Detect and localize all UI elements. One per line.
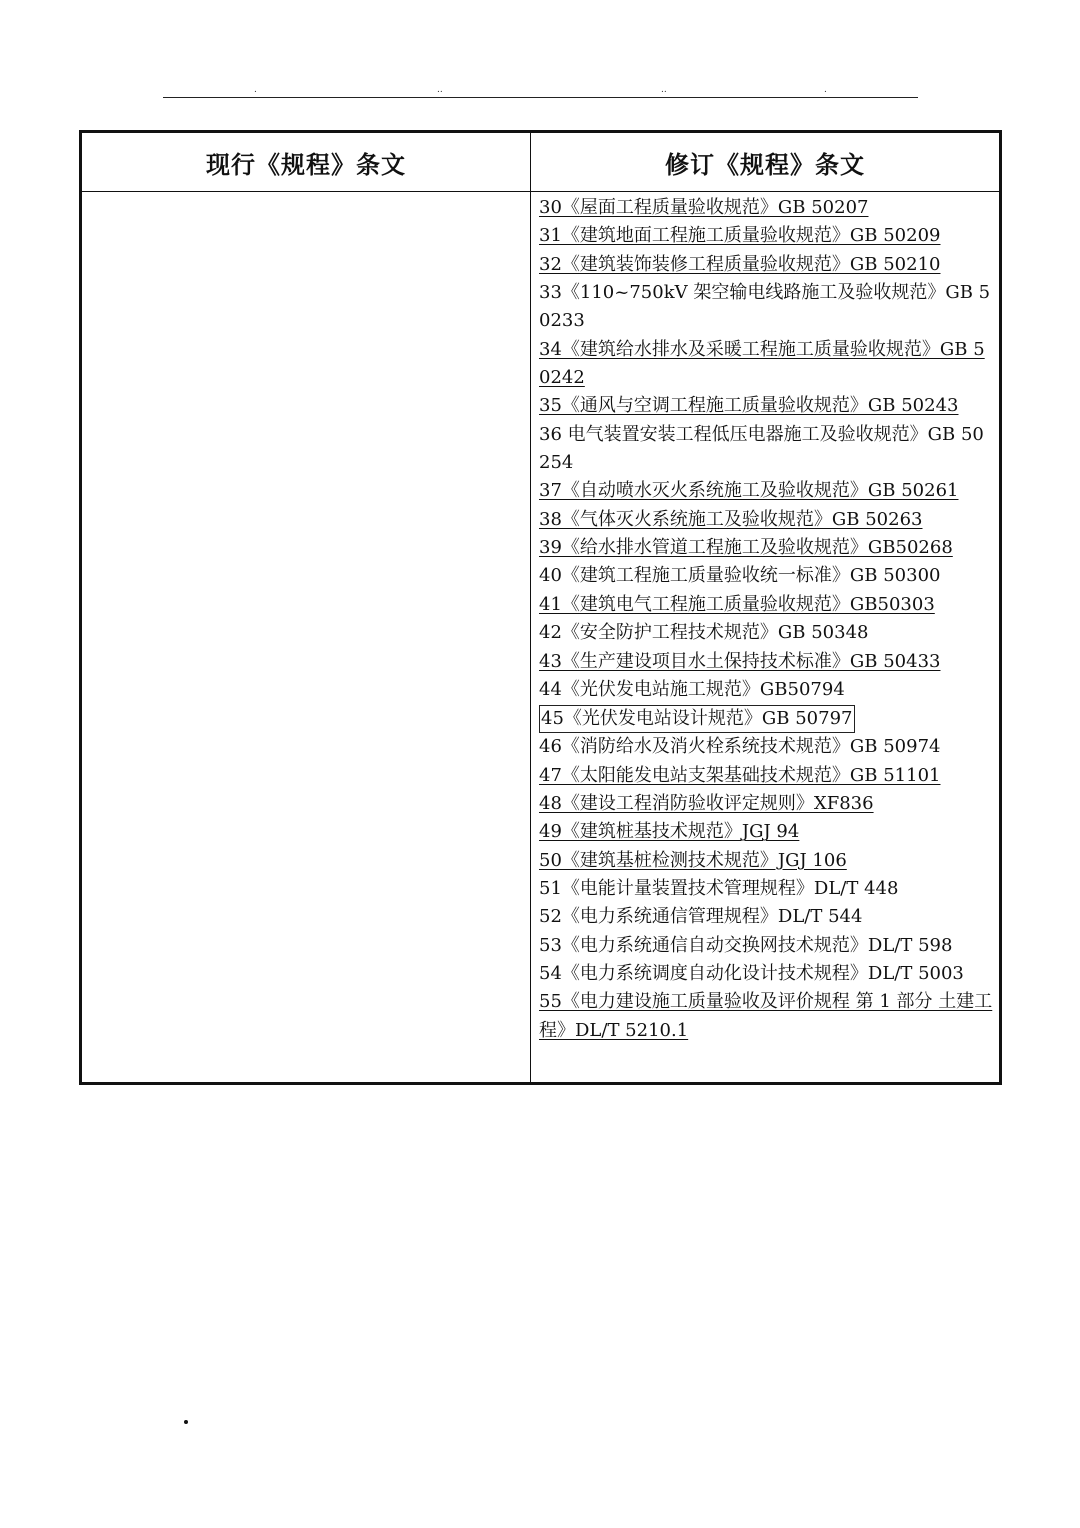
standard-reference-text: 44《光伏发电站施工规范》GB50794 xyxy=(539,678,845,700)
standard-reference-item xyxy=(539,619,995,647)
standard-reference-text: 42《安全防护工程技术规范》GB 50348 xyxy=(539,622,869,644)
standard-reference-text: 39《给水排水管道工程施工及验收规范》GB50268 xyxy=(539,537,953,559)
standard-reference-item xyxy=(539,336,995,393)
standard-reference-text: 40《建筑工程施工质量验收统一标准》GB 50300 xyxy=(539,565,941,587)
standard-reference-item xyxy=(539,704,995,733)
standard-reference-text: 51《电能计量装置技术管理规程》DL/T 448 xyxy=(539,877,899,899)
column-divider xyxy=(530,133,531,1082)
standard-reference-item xyxy=(539,251,995,279)
standard-reference-text: 34《建筑给水排水及采暖工程施工质量验收规范》GB 50242 xyxy=(539,338,985,389)
comparison-table xyxy=(79,130,1002,1085)
standard-reference-text: 33《110~750kV 架空输电线路施工及验收规范》GB 50233 xyxy=(539,282,991,332)
header-mark: . xyxy=(254,85,257,95)
standard-reference-text: 37《自动喷水灭火系统施工及验收规范》GB 50261 xyxy=(539,480,959,502)
standard-reference-item xyxy=(539,534,995,562)
standard-reference-text: 53《电力系统通信自动交换网技术规范》DL/T 598 xyxy=(539,934,953,956)
standard-reference-text: 35《通风与空调工程施工质量验收规范》GB 50243 xyxy=(539,395,959,417)
standard-reference-item xyxy=(539,932,995,960)
standard-reference-item xyxy=(539,648,995,676)
standard-reference-item xyxy=(539,477,995,505)
header-mark: .. xyxy=(661,85,667,95)
standard-reference-text: 49《建筑桩基技术规范》JGJ 94 xyxy=(539,821,800,843)
standard-reference-text: 41《建筑电气工程施工质量验收规范》GB50303 xyxy=(539,593,935,615)
standard-reference-item xyxy=(539,562,995,590)
header-row-divider xyxy=(82,191,999,192)
standard-reference-text: 36 电气装置安装工程低压电器施工及验收规范》GB 50254 xyxy=(539,423,984,474)
header-revised-clauses: 修订《规程》条文 xyxy=(665,150,865,179)
standard-reference-text: 38《气体灭火系统施工及验收规范》GB 50263 xyxy=(539,508,923,530)
standard-reference-text: 30《屋面工程质量验收规范》GB 50207 xyxy=(539,197,869,218)
standard-reference-text: 54《电力系统调度自动化设计技术规程》DL/T 5003 xyxy=(539,962,964,984)
standard-reference-item xyxy=(539,506,995,534)
standard-reference-text: 43《生产建设项目水土保持技术标准》GB 50433 xyxy=(539,650,941,672)
header-current-clauses: 现行《规程》条文 xyxy=(206,150,406,179)
standard-reference-text: 32《建筑装饰装修工程质量验收规范》GB 50210 xyxy=(539,253,941,275)
standard-reference-item xyxy=(539,392,995,420)
standard-reference-text: 45《光伏发电站设计规范》GB 50797 xyxy=(539,705,855,733)
standard-reference-item xyxy=(539,279,995,336)
footer-mark xyxy=(184,1420,188,1424)
standard-reference-item xyxy=(539,988,995,1045)
standard-reference-item xyxy=(539,818,995,846)
standard-reference-text: 48《建设工程消防验收评定规则》XF836 xyxy=(539,792,874,814)
standard-reference-item xyxy=(539,733,995,761)
standard-reference-text: 46《消防给水及消火栓系统技术规范》GB 50974 xyxy=(539,736,941,758)
standard-reference-text: 55《电力建设施工质量验收及评价规程 第 1 部分 土建工程》DL/T 5210.1 xyxy=(539,991,993,1041)
standard-reference-item xyxy=(539,676,995,704)
standard-reference-text: 31《建筑地面工程施工质量验收规范》GB 50209 xyxy=(539,225,941,247)
standard-reference-item xyxy=(539,847,995,875)
standard-reference-text: 50《建筑基桩检测技术规范》JGJ 106 xyxy=(539,849,847,871)
standard-reference-item xyxy=(539,421,995,478)
standard-reference-item xyxy=(539,903,995,931)
standard-reference-item xyxy=(539,762,995,790)
header-rule xyxy=(163,97,918,98)
standard-reference-text: 52《电力系统通信管理规程》DL/T 544 xyxy=(539,906,863,928)
standard-reference-item xyxy=(539,222,995,250)
standard-reference-item xyxy=(539,960,995,988)
revised-clauses-cell xyxy=(539,194,995,1045)
standard-reference-item xyxy=(539,790,995,818)
header-mark: . xyxy=(824,85,827,95)
standard-reference-item xyxy=(539,194,995,222)
header-mark: .. xyxy=(437,85,443,95)
standard-reference-item xyxy=(539,591,995,619)
standard-reference-text: 47《太阳能发电站支架基础技术规范》GB 51101 xyxy=(539,764,941,786)
standard-reference-item xyxy=(539,875,995,903)
